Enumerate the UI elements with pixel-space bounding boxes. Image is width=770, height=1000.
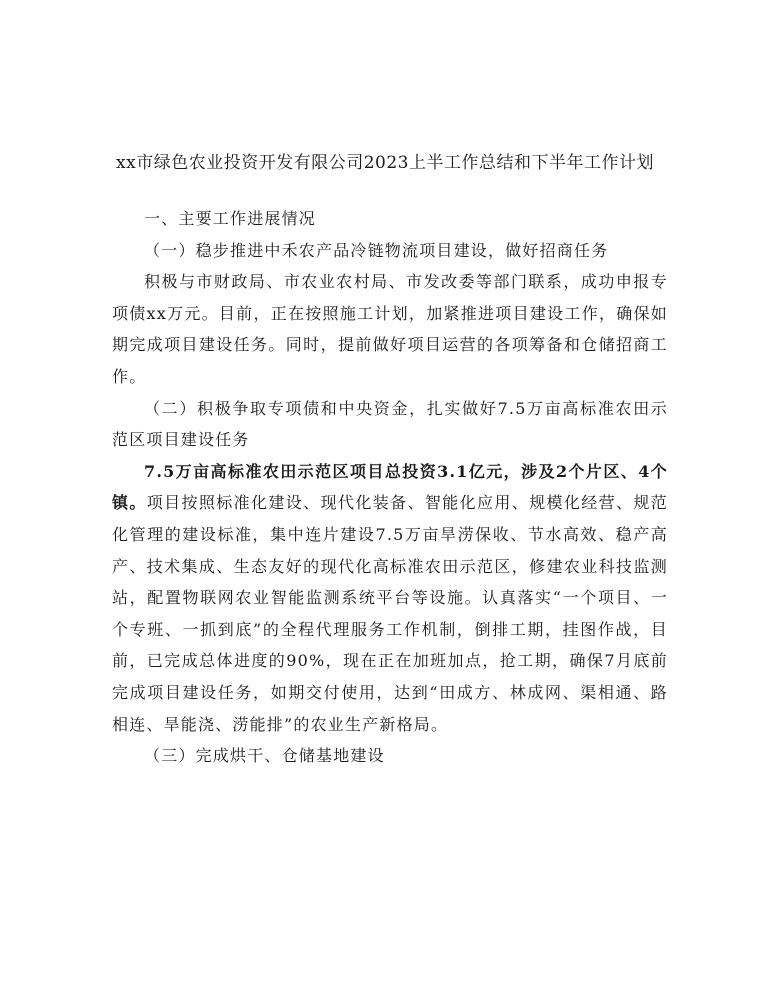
document-body <box>112 203 668 772</box>
section-heading: 一、主要工作进展情况 <box>144 209 317 228</box>
paragraph <box>112 456 668 740</box>
paragraph: 积极与市财政局、市农业农村局、市发改委等部门联系，成功申报专项债xx万元。目前，正在按照施工计划，加紧推进项目建设工作，确保如期完成项目建设任务。同时，提前做好项目运营的各项筹备和仓储招商工作。 <box>112 272 668 386</box>
paragraph-lead-bold: 7.5万亩高标准农田示范区项目总投资3.1亿元，涉及2个片区、4个镇。 <box>112 461 668 513</box>
subsection-heading: （二）积极争取专项债和中央资金，扎实做好7.5万亩高标准农田示范区项目建设任务 <box>112 398 668 450</box>
subsection-heading: （一）稳步推进中禾农产品冷链物流项目建设，做好招商任务 <box>144 240 609 260</box>
document-title: xx市绿色农业投资开发有限公司2023上半工作总结和下半年工作计划 <box>116 153 654 173</box>
subsection-heading: （三）完成烘干、仓储基地建设 <box>144 746 385 766</box>
paragraph-text: 项目按照标准化建设、现代化装备、智能化应用、规模化经营、规范化管理的建设标准，集中连片建设7.5万亩旱涝保收、节水高效、稳产高产、技术集成、生态友好的现代化高标准农田示范区，修建农业科技监测站，配置物联网农业智能监测系统平台等设施。认真落实“一个项目、一个专班、一抓到底”的全程代理服务工作机制，倒排工期，挂图作战，目前，已完成总体进度的90%，现在正在加班加点，抢工期，确保7月底前完成项目建设任务，如期交付使用，达到“田成方、林成网、渠相通、路相连、旱能浇、涝能排”的农业生产新格局。 <box>112 493 668 734</box>
